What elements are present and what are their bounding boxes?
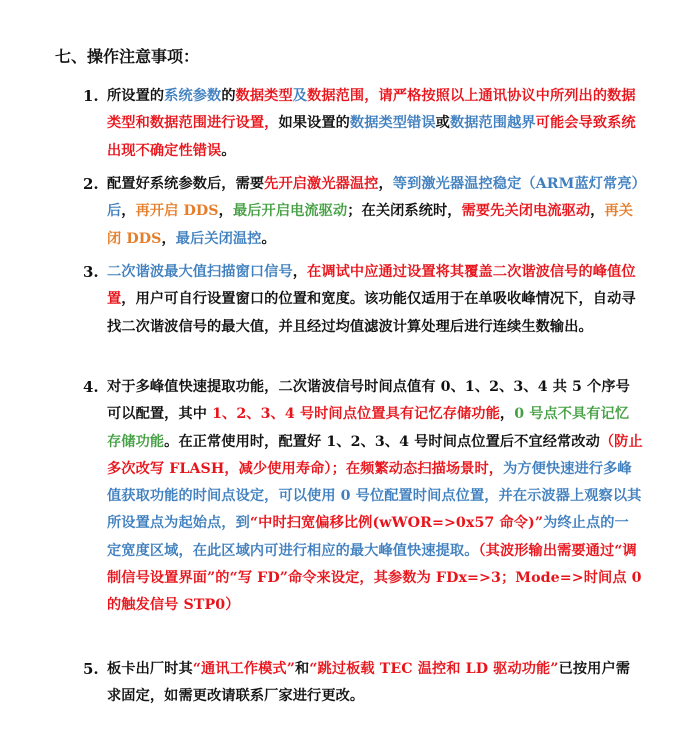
- note-item-2: [83, 171, 643, 253]
- text-segment: 数据范围越界: [449, 115, 536, 132]
- text-segment: 或: [435, 115, 450, 132]
- text-segment: 先开启激光器温控: [264, 176, 379, 192]
- text-segment: 可能会导致系统出现不确定性错误: [107, 115, 636, 159]
- text-segment: 数据类型错误: [349, 115, 436, 132]
- text-segment: 再开启 DDS: [135, 203, 219, 220]
- item-text: [107, 374, 643, 620]
- text-segment: 为方便快速进行多峰值获取功能的时间点设定，可以使用 0 号位配置时间点位置，并在示波器上观察以其所设置点为起始点，到: [107, 460, 642, 532]
- item-number: 1.: [83, 87, 99, 105]
- text-segment: 0 号点不具有记忆存储功能: [107, 406, 630, 450]
- text-segment: 。在正常使用时，配置好 1、2、3、4 号时间点位置后不宜经常改动: [164, 433, 600, 450]
- text-segment: 已按用户需求固定，如需更改请联系厂家进行更改。: [107, 661, 631, 705]
- item-number: 4.: [83, 378, 99, 396]
- text-segment: ，: [499, 406, 515, 423]
- item-text: [107, 83, 643, 165]
- text-segment: 对于多峰值快速提取功能，二次谐波信号时间点值有 0、1、2、3、4 共 5 个序号可以配置，其中: [107, 379, 630, 423]
- note-item-3: [83, 259, 643, 341]
- text-segment: 如果设置的: [278, 115, 350, 132]
- item-text: [107, 656, 643, 711]
- text-segment: “中时扫宽偏移比例(wWOR=>0x57 命令)”: [249, 515, 544, 532]
- note-item-4: [83, 374, 643, 620]
- text-segment: 的: [221, 88, 236, 104]
- text-segment: 系统参数: [164, 88, 222, 104]
- note-item-5: [83, 656, 643, 711]
- text-segment: 数据范围: [307, 88, 365, 104]
- text-segment: 最后关闭温控: [175, 230, 262, 247]
- text-segment: 板卡出厂时其: [107, 661, 193, 677]
- text-segment: 数据类型: [235, 88, 293, 104]
- text-segment: （其波形输出需要通过“调制信号设置界面”的“写 FD”命令来设定，其参数为 FDx=>3；Mode=>时间点 0 的触发信号 STP0）: [107, 542, 642, 614]
- text-segment: 配置好系统参数后，需要: [107, 176, 265, 192]
- text-segment: ，: [590, 203, 605, 220]
- note-item-1: [83, 83, 643, 165]
- section-heading: 七、操作注意事项：: [55, 47, 200, 66]
- text-segment: 。: [261, 230, 276, 247]
- text-segment: “通讯工作模式”: [192, 661, 295, 677]
- text-segment: ，: [218, 203, 233, 220]
- text-segment: 所设置的: [107, 88, 165, 104]
- item-text: [107, 171, 643, 253]
- text-segment: ，: [378, 176, 393, 192]
- text-segment: 及: [292, 88, 308, 104]
- text-segment: 1、2、3、4 号时间点位置具有记忆存储功能: [212, 406, 500, 423]
- text-segment: ，: [161, 230, 176, 247]
- text-segment: （防止多次改写 FLASH，减少使用寿命）；在频繁动态扫描场景时，: [107, 433, 643, 477]
- text-segment: 为终止点的一定宽度区域，在此区域内可进行相应的最大峰值快速提取。: [107, 515, 629, 559]
- item-number: 2.: [83, 175, 99, 193]
- text-segment: 需要先关闭电流驱动: [461, 203, 591, 220]
- item-text: [107, 259, 643, 341]
- text-segment: ；在关闭系统时，: [347, 203, 462, 220]
- text-segment: 再关闭 DDS: [107, 203, 634, 247]
- text-segment: 二次谐波最大值扫描窗口信号: [107, 264, 293, 280]
- text-segment: 最后开启电流驱动: [232, 203, 348, 220]
- text-segment: ，: [121, 203, 136, 220]
- text-segment: ，请严格按照以上通讯协议中所列出的数据类型和数据范围进行设置，: [107, 88, 636, 132]
- text-segment: 在调试中应通过设置将其覆盖二次谐波信号的峰值位置: [107, 264, 636, 308]
- text-segment: 。: [221, 142, 236, 159]
- text-segment: ，: [292, 264, 308, 280]
- text-segment: 和: [294, 661, 310, 677]
- item-number: 3.: [83, 263, 99, 281]
- text-segment: “跳过板载 TEC 温控和 LD 驱动功能”: [309, 661, 559, 677]
- item-number: 5.: [83, 660, 99, 678]
- text-segment: ，用户可自行设置窗口的位置和宽度。该功能仅适用于在单吸收峰情况下，自动寻找二次谐波信号的最大值，并且经过均值滤波计算处理后进行连续生数输出。: [107, 291, 636, 335]
- text-segment: 等到激光器温控稳定（ARM蓝灯常亮）后: [107, 176, 639, 220]
